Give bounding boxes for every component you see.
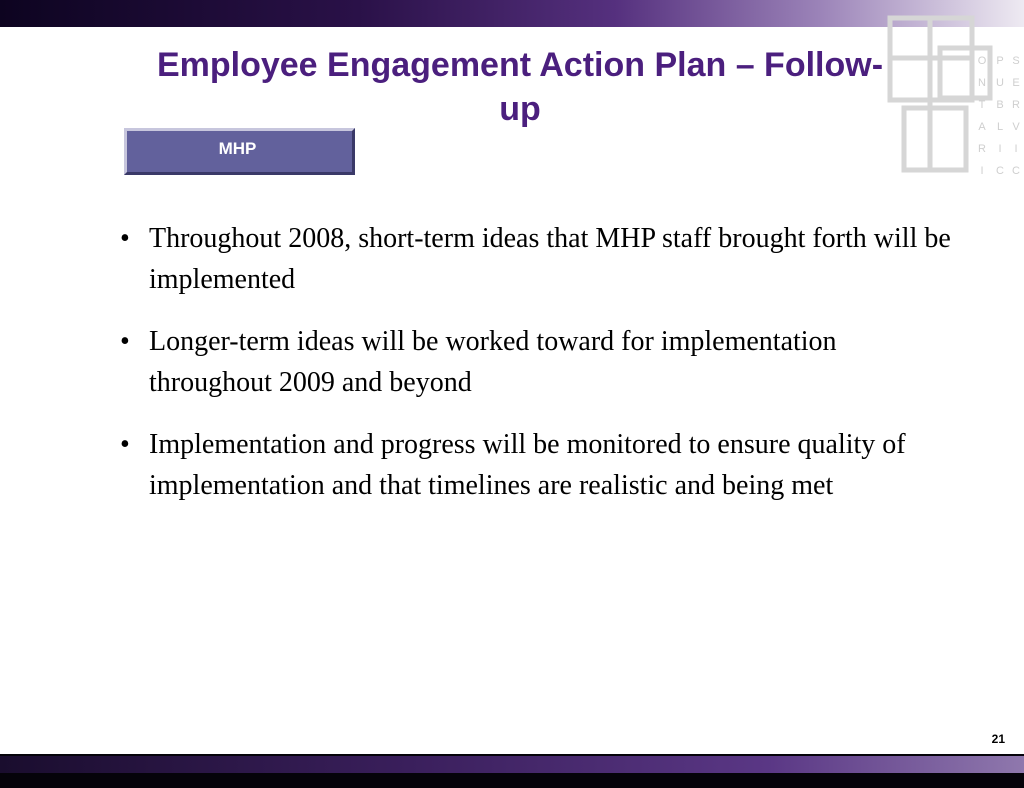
svg-text:R: R bbox=[1012, 99, 1020, 111]
slide-title: Employee Engagement Action Plan – Follow-up bbox=[156, 46, 884, 128]
svg-text:P: P bbox=[996, 55, 1004, 67]
bullet-text: Implementation and progress will be monitored to ensure quality of implementation and that timelines are realistic and being met bbox=[149, 429, 906, 501]
svg-text:O: O bbox=[977, 55, 987, 67]
modern-ops-watermark-graphic bbox=[0, 27, 82, 754]
footer-band bbox=[0, 756, 1024, 773]
svg-text:C: C bbox=[1012, 165, 1020, 177]
list-item bbox=[120, 424, 960, 506]
svg-text:B: B bbox=[996, 99, 1004, 111]
svg-text:I: I bbox=[998, 143, 1002, 155]
svg-text:N: N bbox=[978, 77, 986, 89]
ontario-public-service-logo bbox=[880, 8, 1020, 188]
bullet-dot: • bbox=[120, 429, 130, 460]
svg-text:S: S bbox=[1012, 55, 1020, 67]
bullet-dot: • bbox=[120, 326, 130, 357]
svg-text:T: T bbox=[978, 99, 986, 111]
svg-text:A: A bbox=[978, 121, 986, 133]
page-number: 21 bbox=[991, 732, 1005, 746]
bullet-list bbox=[120, 218, 960, 527]
bullet-text: Throughout 2008, short-term ideas that MHP staff brought forth will be implemented bbox=[149, 223, 951, 295]
side-watermark bbox=[0, 27, 82, 754]
svg-text:R: R bbox=[978, 143, 986, 155]
top-header-bar bbox=[0, 0, 1024, 27]
list-item bbox=[120, 321, 960, 403]
bullet-dot: • bbox=[120, 223, 130, 254]
bullet-text: Longer-term ideas will be worked toward for implementation throughout 2009 and beyond bbox=[149, 326, 837, 398]
list-item bbox=[120, 218, 960, 300]
section-tab-mhp: MHP bbox=[124, 128, 355, 175]
svg-text:E: E bbox=[1012, 77, 1020, 89]
bottom-footer-bar bbox=[0, 754, 1024, 788]
svg-text:C: C bbox=[996, 165, 1004, 177]
svg-text:I: I bbox=[1014, 143, 1018, 155]
svg-text:U: U bbox=[996, 77, 1004, 89]
svg-text:I: I bbox=[980, 165, 984, 177]
svg-text:V: V bbox=[1012, 121, 1020, 133]
svg-text:L: L bbox=[996, 121, 1004, 133]
